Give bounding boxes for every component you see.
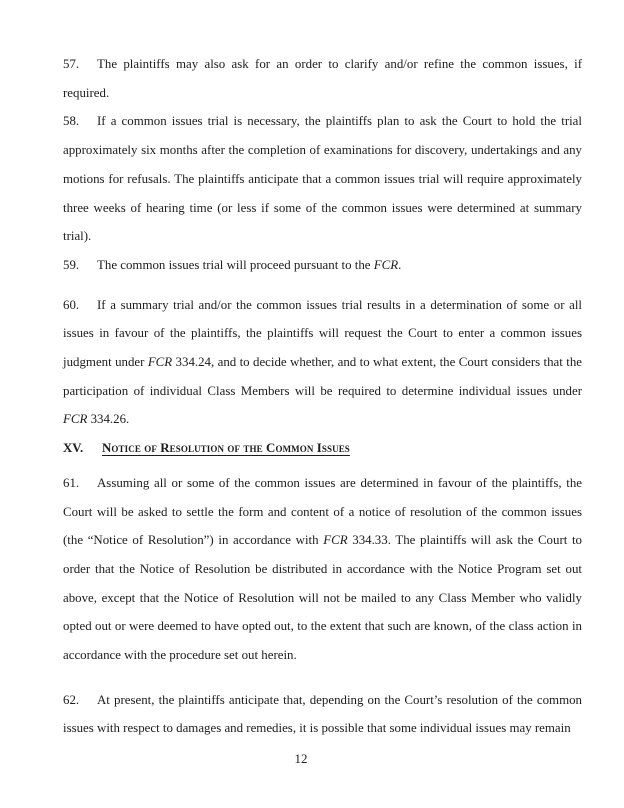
paragraph-number: 62. bbox=[63, 692, 80, 707]
paragraph-61 bbox=[63, 469, 582, 670]
paragraph-number: 61. bbox=[63, 475, 80, 490]
paragraph-body: Assuming all or some of the common issues are determined in favour of the plaintiffs, the Court will be asked to settle the form and content of a notice of resolution of the common issues (the “Notice of Resolution”) in accordance with FCR 334.33. The plaintiffs will ask the Court to order that the Notice of Resolution be distributed in accordance with the Notice Program set out above, except that the Notice of Resolution will not be mailed to any Class Member who validly opted out or were deemed to have opted out, to the extent that such are known, of the class action in accordance with the procedure set out herein. bbox=[63, 475, 582, 663]
paragraph-number: 59. bbox=[63, 257, 80, 272]
section-heading-xv bbox=[63, 434, 582, 463]
paragraph-body: If a summary trial and/or the common issues trial results in a determination of some or all issues in favour of the plaintiffs, the plaintiffs will request the Court to enter a common issues judgment under FCR 334.24, and to decide whether, and to what extent, the Court considers that the participation of individual Class Members will be required to determine individual issues under FCR 334.26. bbox=[63, 297, 582, 427]
heading-number: XV. bbox=[63, 441, 84, 456]
paragraph-number: 60. bbox=[63, 297, 80, 312]
heading-title: Notice of Resolution of the Common Issues bbox=[102, 441, 350, 456]
paragraph-59 bbox=[63, 251, 582, 280]
paragraph-60 bbox=[63, 291, 582, 435]
paragraph-body: If a common issues trial is necessary, the plaintiffs plan to ask the Court to hold the trial approximately six months after the completion of examinations for discovery, undertakings and any motions for refusals. The plaintiffs anticipate that a common issues trial will require approximately three weeks of hearing time (or less if some of the common issues were determined at summary trial). bbox=[63, 114, 582, 244]
paragraph-body: The plaintiffs may also ask for an order to clarify and/or refine the common issues, if required. bbox=[63, 57, 582, 100]
paragraph-58 bbox=[63, 107, 582, 251]
page-number: 12 bbox=[294, 752, 308, 766]
paragraph-62 bbox=[63, 686, 582, 743]
paragraph-body: The common issues trial will proceed pursuant to the FCR. bbox=[97, 257, 402, 272]
paragraph-number: 57. bbox=[63, 57, 80, 71]
paragraph-body: At present, the plaintiffs anticipate that, depending on the Court’s resolution of the common issues with respect to damages and remedies, it is possible that some individual issues may remain bbox=[63, 692, 582, 736]
page-content bbox=[63, 50, 582, 743]
paragraph-57 bbox=[63, 50, 582, 107]
paragraph-number: 58. bbox=[63, 114, 80, 129]
